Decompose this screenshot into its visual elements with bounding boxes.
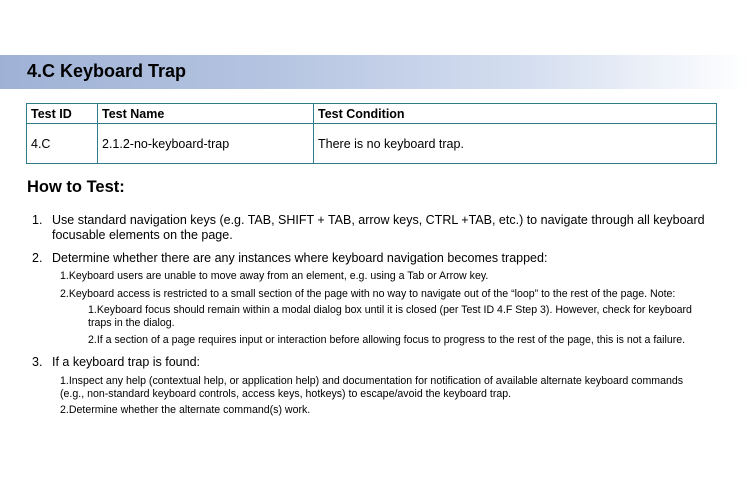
- table-header-row: [27, 104, 717, 124]
- cell-test-condition: There is no keyboard trap.: [314, 124, 717, 164]
- step-number: 3.: [32, 355, 43, 369]
- test-table: [26, 103, 717, 164]
- list-item: 1.Keyboard focus should remain within a modal dialog box until it is closed (per Test ID 4.F Step 3). However, check for keyboard traps in the dialog.: [88, 304, 692, 329]
- step-text: Determine whether there are any instances where keyboard navigation becomes trapped:: [52, 251, 548, 265]
- step-text: Use standard navigation keys (e.g. TAB, SHIFT + TAB, arrow keys, CTRL +TAB, etc.) to navigate through all keyboard focusable elements on the page.: [52, 213, 705, 242]
- list-item: 2.If a section of a page requires input or interaction before allowing focus to progress to the rest of the page, this is not a failure.: [88, 334, 686, 346]
- list-item: 1.Keyboard users are unable to move away from an element, e.g. using a Tab or Arrow key.: [60, 270, 489, 282]
- cell-test-id: 4.C: [27, 124, 98, 164]
- table-row: [27, 124, 717, 164]
- column-header-test-name: Test Name: [98, 104, 314, 124]
- list-item: 2.Keyboard access is restricted to a small section of the page with no way to navigate out of the “loop” to the rest of the page. Note:: [60, 288, 676, 300]
- step-number: 2.: [32, 251, 43, 265]
- cell-test-name: 2.1.2-no-keyboard-trap: [98, 124, 314, 164]
- step-text: If a keyboard trap is found:: [52, 355, 201, 369]
- column-header-test-id: Test ID: [27, 104, 98, 124]
- step-number: 1.: [32, 213, 43, 227]
- how-to-test-heading: How to Test:: [27, 178, 125, 196]
- list-item: 2.Determine whether the alternate command(s) work.: [60, 404, 311, 416]
- page-title: 4.C Keyboard Trap: [27, 61, 187, 81]
- list-item: 1.Inspect any help (contextual help, or application help) and documentation for notification of available alternate keyboard commands (e.g., non-standard keyboard controls, access keys, hotkeys) to escape/avoid the keyboard trap.: [60, 375, 684, 400]
- column-header-test-condition: Test Condition: [314, 104, 717, 124]
